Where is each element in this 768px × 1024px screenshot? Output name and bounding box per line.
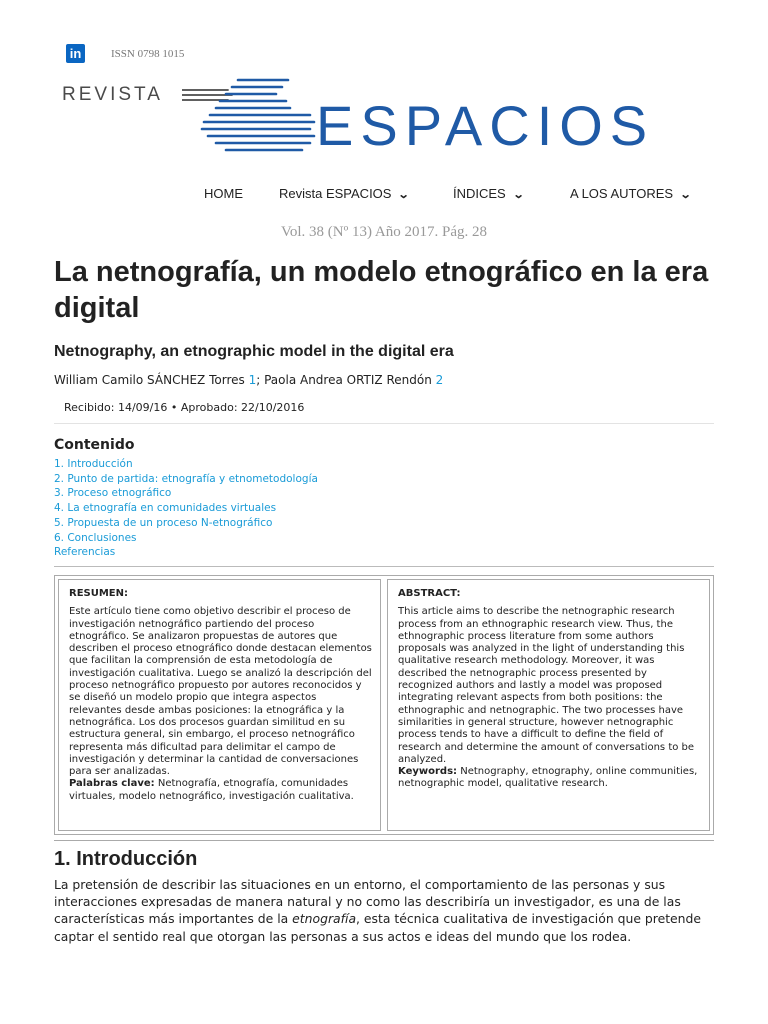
resumen-cell xyxy=(58,579,381,831)
logo-espacios-text: ESPACIOS xyxy=(316,94,655,157)
abstract-keywords xyxy=(398,766,701,791)
toc-link-proceso-etnografico[interactable]: 3. Proceso etnográfico xyxy=(54,487,172,500)
abstract-cell xyxy=(387,579,710,831)
toc-link-punto-de-partida[interactable]: 2. Punto de partida: etnografía y etnometodología xyxy=(54,472,318,485)
linkedin-icon[interactable]: in xyxy=(66,44,85,63)
resumen-keywords-text: Netnografía, etnografía, comunidades virtuales, modelo netnográfico, investigación cualitativa. xyxy=(69,778,354,802)
toc-link-introduccion[interactable]: 1. Introducción xyxy=(54,458,133,470)
article-subtitle: Netnography, an etnographic model in the digital era xyxy=(54,343,454,360)
toc-item xyxy=(54,531,318,546)
section-heading-introduccion: 1. Introducción xyxy=(54,848,198,870)
intro-emphasis: etnografía xyxy=(292,911,357,927)
intro-text-1: La pretensión de describir las situaciones en un entorno, el comportamiento de las personas y sus interacciones expresadas de manera natural y no como las describiría un investigador, es una de las características más importantes de la xyxy=(54,877,681,927)
abstract-heading: ABSTRACT: xyxy=(398,588,461,599)
authors-line xyxy=(54,373,443,387)
divider xyxy=(54,423,714,424)
abstract-keywords-text: Netnography, etnography, online communities, netnographic model, qualitative research. xyxy=(398,766,698,790)
chevron-down-icon: ⌄ xyxy=(679,189,692,201)
top-bar xyxy=(66,44,184,63)
author-1: William Camilo SÁNCHEZ Torres xyxy=(54,373,245,387)
nav-revista-label: Revista ESPACIOS xyxy=(279,186,392,201)
article-title: La netnografía, un modelo etnográfico en la era digital xyxy=(54,256,709,324)
abstract-keywords-label: Keywords: xyxy=(398,766,458,778)
author-separator: ; xyxy=(256,373,261,387)
nav-autores-label: A LOS AUTORES xyxy=(570,186,674,201)
toc-link-referencias[interactable]: Referencias xyxy=(54,546,116,559)
nav-indices-label: ÍNDICES xyxy=(453,186,506,201)
toc-item xyxy=(54,501,318,516)
intro-text-2: , esta técnica cualitativa de investigación que pretende captar el sentido real que otorgan las personas a sus actos e ideas del mundo que los rodea. xyxy=(54,911,702,944)
received-approved-dates: Recibido: 14/09/16 • Aprobado: 22/10/2016 xyxy=(64,401,305,414)
resumen-keywords-label: Palabras clave: xyxy=(69,778,155,790)
resumen-keywords xyxy=(69,778,372,803)
main-nav xyxy=(0,186,768,206)
author-1-ref-link[interactable]: 1 xyxy=(248,373,257,387)
intro-paragraph xyxy=(54,876,714,945)
logo-speed-lines-icon xyxy=(182,76,332,158)
toc-item xyxy=(54,545,318,560)
abstract-table xyxy=(54,575,714,835)
volume-line: Vol. 38 (Nº 13) Año 2017. Pág. 28 xyxy=(280,224,488,240)
nav-indices[interactable] xyxy=(453,186,523,201)
nav-home-label: HOME xyxy=(204,186,243,201)
logo-revista-text: REVISTA xyxy=(62,84,163,105)
toc-item xyxy=(54,457,318,472)
toc-item xyxy=(54,486,318,501)
table-of-contents xyxy=(54,457,318,560)
toc-link-comunidades-virtuales[interactable]: 4. La etnografía en comunidades virtuales xyxy=(54,502,277,515)
contents-heading: Contenido xyxy=(54,437,135,453)
nav-revista-espacios[interactable] xyxy=(279,186,409,201)
chevron-down-icon: ⌄ xyxy=(512,189,525,201)
toc-link-propuesta[interactable]: 5. Propuesta de un proceso N-etnográfico xyxy=(54,516,273,529)
revista-espacios-logo[interactable] xyxy=(60,76,710,166)
nav-a-los-autores[interactable] xyxy=(570,186,690,201)
author-2: Paola Andrea ORTIZ Rendón xyxy=(264,373,432,387)
nav-home[interactable] xyxy=(204,186,243,201)
toc-item xyxy=(54,472,318,487)
toc-link-conclusiones[interactable]: 6. Conclusiones xyxy=(54,531,137,544)
abstract-body: This article aims to describe the netnographic research process from an ethnographic research view. Thus, the ethnographic process literature from some authors proposals was analyzed in the light of understanding this qualitative research methodology. Moreover, it was described the netnographic process presented by recognized authors and lastly a model was proposed integrating relevant aspects from both positions: the ethnographic and netnographic. The two processes have similarities in general structure, however netnographic process tends to have a difficult to define the field of research and determine the amount of conversations to be analyzed. xyxy=(398,606,695,765)
toc-item xyxy=(54,516,318,531)
resumen-heading: RESUMEN: xyxy=(69,588,129,599)
issn-label: ISSN 0798 1015 xyxy=(111,47,185,60)
resumen-body: Este artículo tiene como objetivo describir el proceso de investigación netnográfico partiendo del proceso etnográfico. Se analizaron propuestas de autores que describen el proceso etnográfico donde destacan elementos que facilitan la comprensión de esta metodología de investigación cualitativa. Luego se analizó la descripción del proceso netnográfico propuesto por autores reconocidos y se diseñó un modelo propio que integra aspectos relevantes desde ambas posiciones: la etnográfica y la netnográfica. Los dos procesos guardan similitud en su estructura general, sin embargo, el proceso netnográfico representa más dificultad para delimitar el campo de investigación y determinar la cantidad de conversaciones para ser analizadas. xyxy=(69,606,372,778)
chevron-down-icon: ⌄ xyxy=(398,189,411,201)
author-2-ref-link[interactable]: 2 xyxy=(435,373,444,387)
divider xyxy=(54,840,714,841)
divider xyxy=(54,566,714,567)
